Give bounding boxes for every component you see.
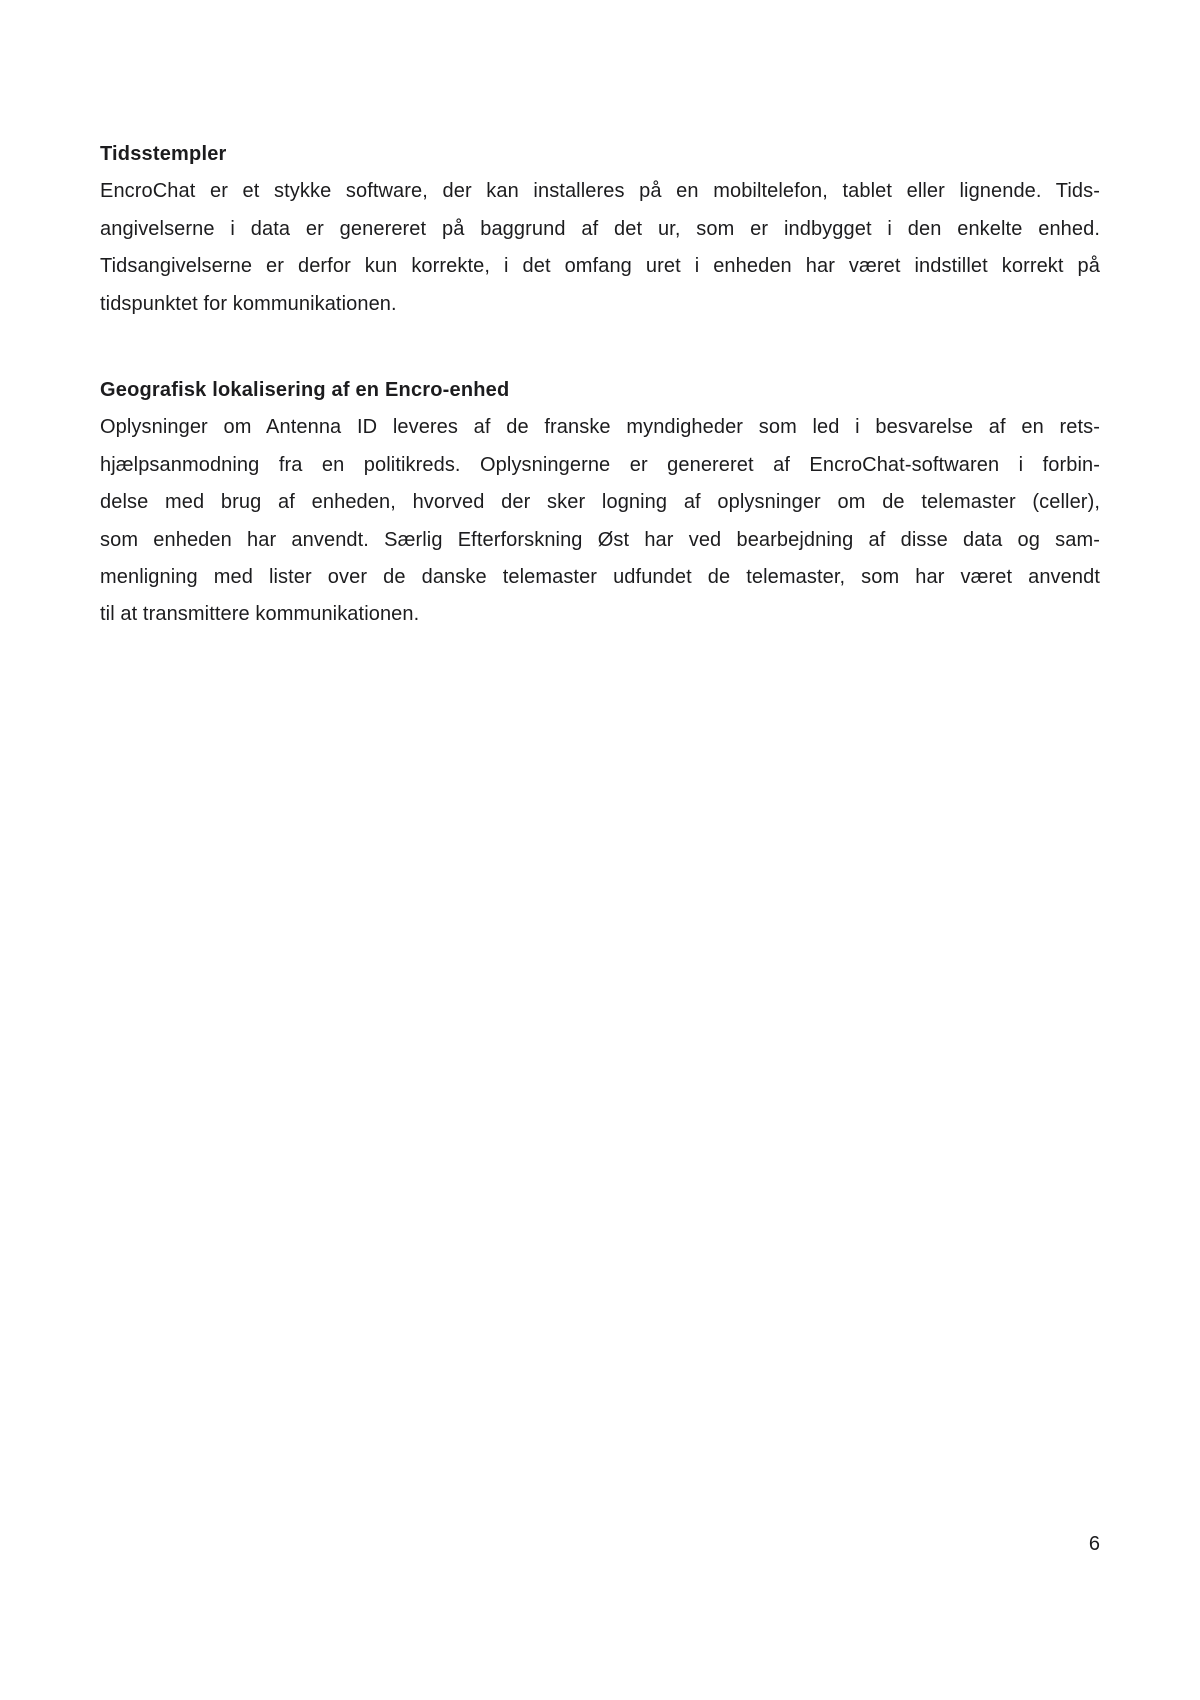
- text-line: delse med brug af enheden, hvorved der sker logning af oplysninger om de telemaster (celler),: [100, 491, 1100, 514]
- section-heading: Tidsstempler: [100, 143, 227, 165]
- paragraph: [100, 409, 1100, 633]
- text-line: angivelserne i data er genereret på baggrund af det ur, som er indbygget i den enkelte enhed.: [100, 217, 1100, 240]
- section-tidsstempler: [100, 136, 1100, 323]
- text-line: EncroChat er et stykke software, der kan installeres på en mobiltelefon, tablet eller lignende. Tids-: [100, 180, 1100, 203]
- text-line: menligning med lister over de danske telemaster udfundet de telemaster, som har været anvendt: [100, 566, 1100, 589]
- text-line: Tidsangivelserne er derfor kun korrekte, i det omfang uret i enheden har været indstillet korrekt på: [100, 255, 1100, 278]
- text-line: til at transmittere kommunikationen.: [100, 603, 420, 626]
- text-line: tidspunktet for kommunikationen.: [100, 292, 397, 315]
- page-number: 6: [1088, 1533, 1100, 1555]
- text-line: hjælpsanmodning fra en politikreds. Oplysningerne er genereret af EncroChat-softwaren i forbin-: [100, 453, 1100, 476]
- section-heading: Geografisk lokalisering af en Encro-enhed: [100, 379, 510, 402]
- text-line: som enheden har anvendt. Særlig Efterforskning Øst har ved bearbejdning af disse data og sam-: [100, 528, 1100, 551]
- paragraph: [100, 173, 1100, 323]
- section-geografisk-lokalisering: [100, 372, 1100, 634]
- text-line: Oplysninger om Antenna ID leveres af de franske myndigheder som led i besvarelse af en rets-: [100, 416, 1100, 439]
- document-content: [100, 136, 1100, 634]
